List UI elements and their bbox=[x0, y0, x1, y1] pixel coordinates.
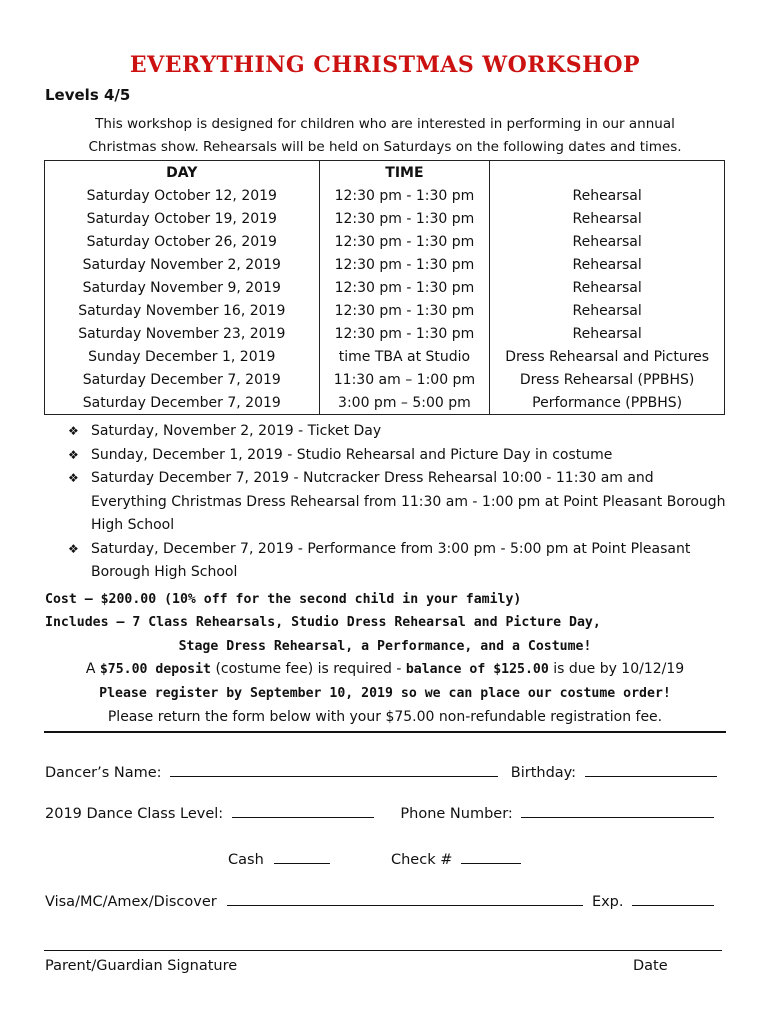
check-label: Check # bbox=[390, 852, 453, 868]
cell-day: Saturday November 16, 2019 bbox=[45, 299, 320, 322]
cell-day: Saturday November 23, 2019 bbox=[45, 322, 320, 345]
page-title: EVERYTHING CHRISTMAS WORKSHOP bbox=[129, 52, 641, 78]
table-row bbox=[45, 322, 725, 345]
cell-event: Rehearsal bbox=[490, 322, 725, 345]
class-level-row bbox=[45, 803, 714, 822]
cell-event: Rehearsal bbox=[490, 299, 725, 322]
birthday-field[interactable] bbox=[585, 762, 717, 777]
exp-field[interactable] bbox=[632, 891, 714, 906]
card-number-field[interactable] bbox=[227, 891, 583, 906]
card-label: Visa/MC/Amex/Discover bbox=[45, 894, 217, 910]
cell-event: Dress Rehearsal and Pictures bbox=[490, 345, 725, 368]
list-item-text: Saturday, November 2, 2019 - Ticket Day bbox=[91, 423, 382, 439]
header-time: TIME bbox=[319, 161, 490, 185]
cell-time: 12:30 pm - 1:30 pm bbox=[319, 299, 490, 322]
cell-event: Rehearsal bbox=[490, 276, 725, 299]
table-row bbox=[45, 184, 725, 207]
list-item bbox=[68, 467, 728, 538]
deposit-line bbox=[0, 661, 770, 677]
signature-field[interactable] bbox=[44, 950, 722, 951]
table-row bbox=[45, 230, 725, 253]
cell-day: Saturday November 9, 2019 bbox=[45, 276, 320, 299]
cell-time: 12:30 pm - 1:30 pm bbox=[319, 184, 490, 207]
phone-field[interactable] bbox=[521, 803, 714, 818]
cash-label: Cash bbox=[228, 852, 264, 868]
balance-amount: balance of $125.00 bbox=[405, 662, 549, 677]
header-day: DAY bbox=[45, 161, 320, 185]
table-row bbox=[45, 368, 725, 391]
intro-paragraph bbox=[45, 113, 725, 159]
cell-event: Rehearsal bbox=[490, 207, 725, 230]
intro-line-2: Christmas show. Rehearsals will be held on Saturdays on the following dates and times. bbox=[88, 139, 682, 155]
cell-day: Sunday December 1, 2019 bbox=[45, 345, 320, 368]
cell-time: 3:00 pm – 5:00 pm bbox=[319, 391, 490, 415]
cell-event: Rehearsal bbox=[490, 230, 725, 253]
dancer-name-row bbox=[45, 762, 717, 781]
date-label: Date bbox=[633, 958, 668, 974]
payment-method-row bbox=[228, 849, 521, 868]
cell-time: 12:30 pm - 1:30 pm bbox=[319, 276, 490, 299]
list-item bbox=[68, 420, 728, 444]
list-item-text: Saturday December 7, 2019 - Nutcracker Dress Rehearsal 10:00 - 11:30 am and Everything Christmas Dress Rehearsal from 11:30 am - 1:00 pm at Point Pleasant Borough High School bbox=[91, 470, 726, 533]
divider bbox=[44, 731, 726, 733]
signature-label: Parent/Guardian Signature bbox=[45, 958, 238, 974]
return-note: Please return the form below with your $75.00 non-refundable registration fee. bbox=[107, 709, 663, 725]
cell-event: Performance (PPBHS) bbox=[490, 391, 725, 415]
includes-line-1: Includes – 7 Class Rehearsals, Studio Dress Rehearsal and Picture Day, bbox=[45, 615, 601, 630]
list-item-text: Saturday, December 7, 2019 - Performance from 3:00 pm - 5:00 pm at Point Pleasant Borough High School bbox=[91, 540, 691, 580]
cell-event: Rehearsal bbox=[490, 253, 725, 276]
schedule-header-row bbox=[45, 161, 725, 185]
card-row bbox=[45, 891, 714, 910]
class-level-label: 2019 Dance Class Level: bbox=[45, 806, 224, 822]
intro-line-1: This workshop is designed for children who are interested in performing in our annual bbox=[95, 116, 675, 132]
cell-time: 12:30 pm - 1:30 pm bbox=[319, 253, 490, 276]
deposit-mid: (costume fee) is required - bbox=[211, 661, 406, 677]
list-item bbox=[68, 538, 728, 585]
table-row bbox=[45, 253, 725, 276]
phone-label: Phone Number: bbox=[400, 806, 513, 822]
cell-day: Saturday October 12, 2019 bbox=[45, 184, 320, 207]
levels-heading: Levels 4/5 bbox=[45, 86, 131, 104]
cell-event: Rehearsal bbox=[490, 184, 725, 207]
class-level-field[interactable] bbox=[232, 803, 374, 818]
cell-day: Saturday October 19, 2019 bbox=[45, 207, 320, 230]
key-dates-list bbox=[68, 420, 728, 585]
diamond-bullet-icon: ❖ bbox=[68, 541, 79, 556]
cell-time: time TBA at Studio bbox=[319, 345, 490, 368]
diamond-bullet-icon: ❖ bbox=[68, 471, 79, 485]
cell-day: Saturday October 26, 2019 bbox=[45, 230, 320, 253]
check-number-field[interactable] bbox=[461, 849, 521, 864]
cell-time: 11:30 am – 1:00 pm bbox=[319, 368, 490, 391]
deposit-pre: A bbox=[85, 661, 100, 677]
list-item-text: Sunday, December 1, 2019 - Studio Rehearsal and Picture Day in costume bbox=[91, 446, 613, 463]
cell-time: 12:30 pm - 1:30 pm bbox=[319, 230, 490, 253]
cell-event: Dress Rehearsal (PPBHS) bbox=[490, 368, 725, 391]
cost-line: Cost – $200.00 (10% off for the second child in your family) bbox=[45, 592, 522, 607]
exp-label: Exp. bbox=[591, 894, 624, 910]
cell-day: Saturday December 7, 2019 bbox=[45, 391, 320, 415]
cell-time: 12:30 pm - 1:30 pm bbox=[319, 322, 490, 345]
cell-day: Saturday November 2, 2019 bbox=[45, 253, 320, 276]
table-row bbox=[45, 207, 725, 230]
table-row bbox=[45, 276, 725, 299]
deposit-amount: $75.00 deposit bbox=[99, 662, 211, 677]
diamond-bullet-icon: ❖ bbox=[68, 447, 79, 462]
cell-time: 12:30 pm - 1:30 pm bbox=[319, 207, 490, 230]
schedule-table bbox=[44, 160, 725, 415]
cell-day: Saturday December 7, 2019 bbox=[45, 368, 320, 391]
cash-field[interactable] bbox=[274, 849, 330, 864]
dancer-name-field[interactable] bbox=[170, 762, 498, 777]
dancer-name-label: Dancer’s Name: bbox=[45, 765, 162, 781]
birthday-label: Birthday: bbox=[510, 765, 577, 781]
diamond-bullet-icon: ❖ bbox=[68, 424, 79, 438]
list-item bbox=[68, 444, 728, 468]
register-note: Please register by September 10, 2019 so we can place our costume order! bbox=[99, 686, 671, 701]
deposit-post: is due by 10/12/19 bbox=[548, 661, 685, 677]
header-event bbox=[490, 161, 725, 185]
table-row bbox=[45, 345, 725, 368]
includes-line-2: Stage Dress Rehearsal, a Performance, and a Costume! bbox=[178, 639, 592, 654]
table-row bbox=[45, 391, 725, 415]
table-row bbox=[45, 299, 725, 322]
